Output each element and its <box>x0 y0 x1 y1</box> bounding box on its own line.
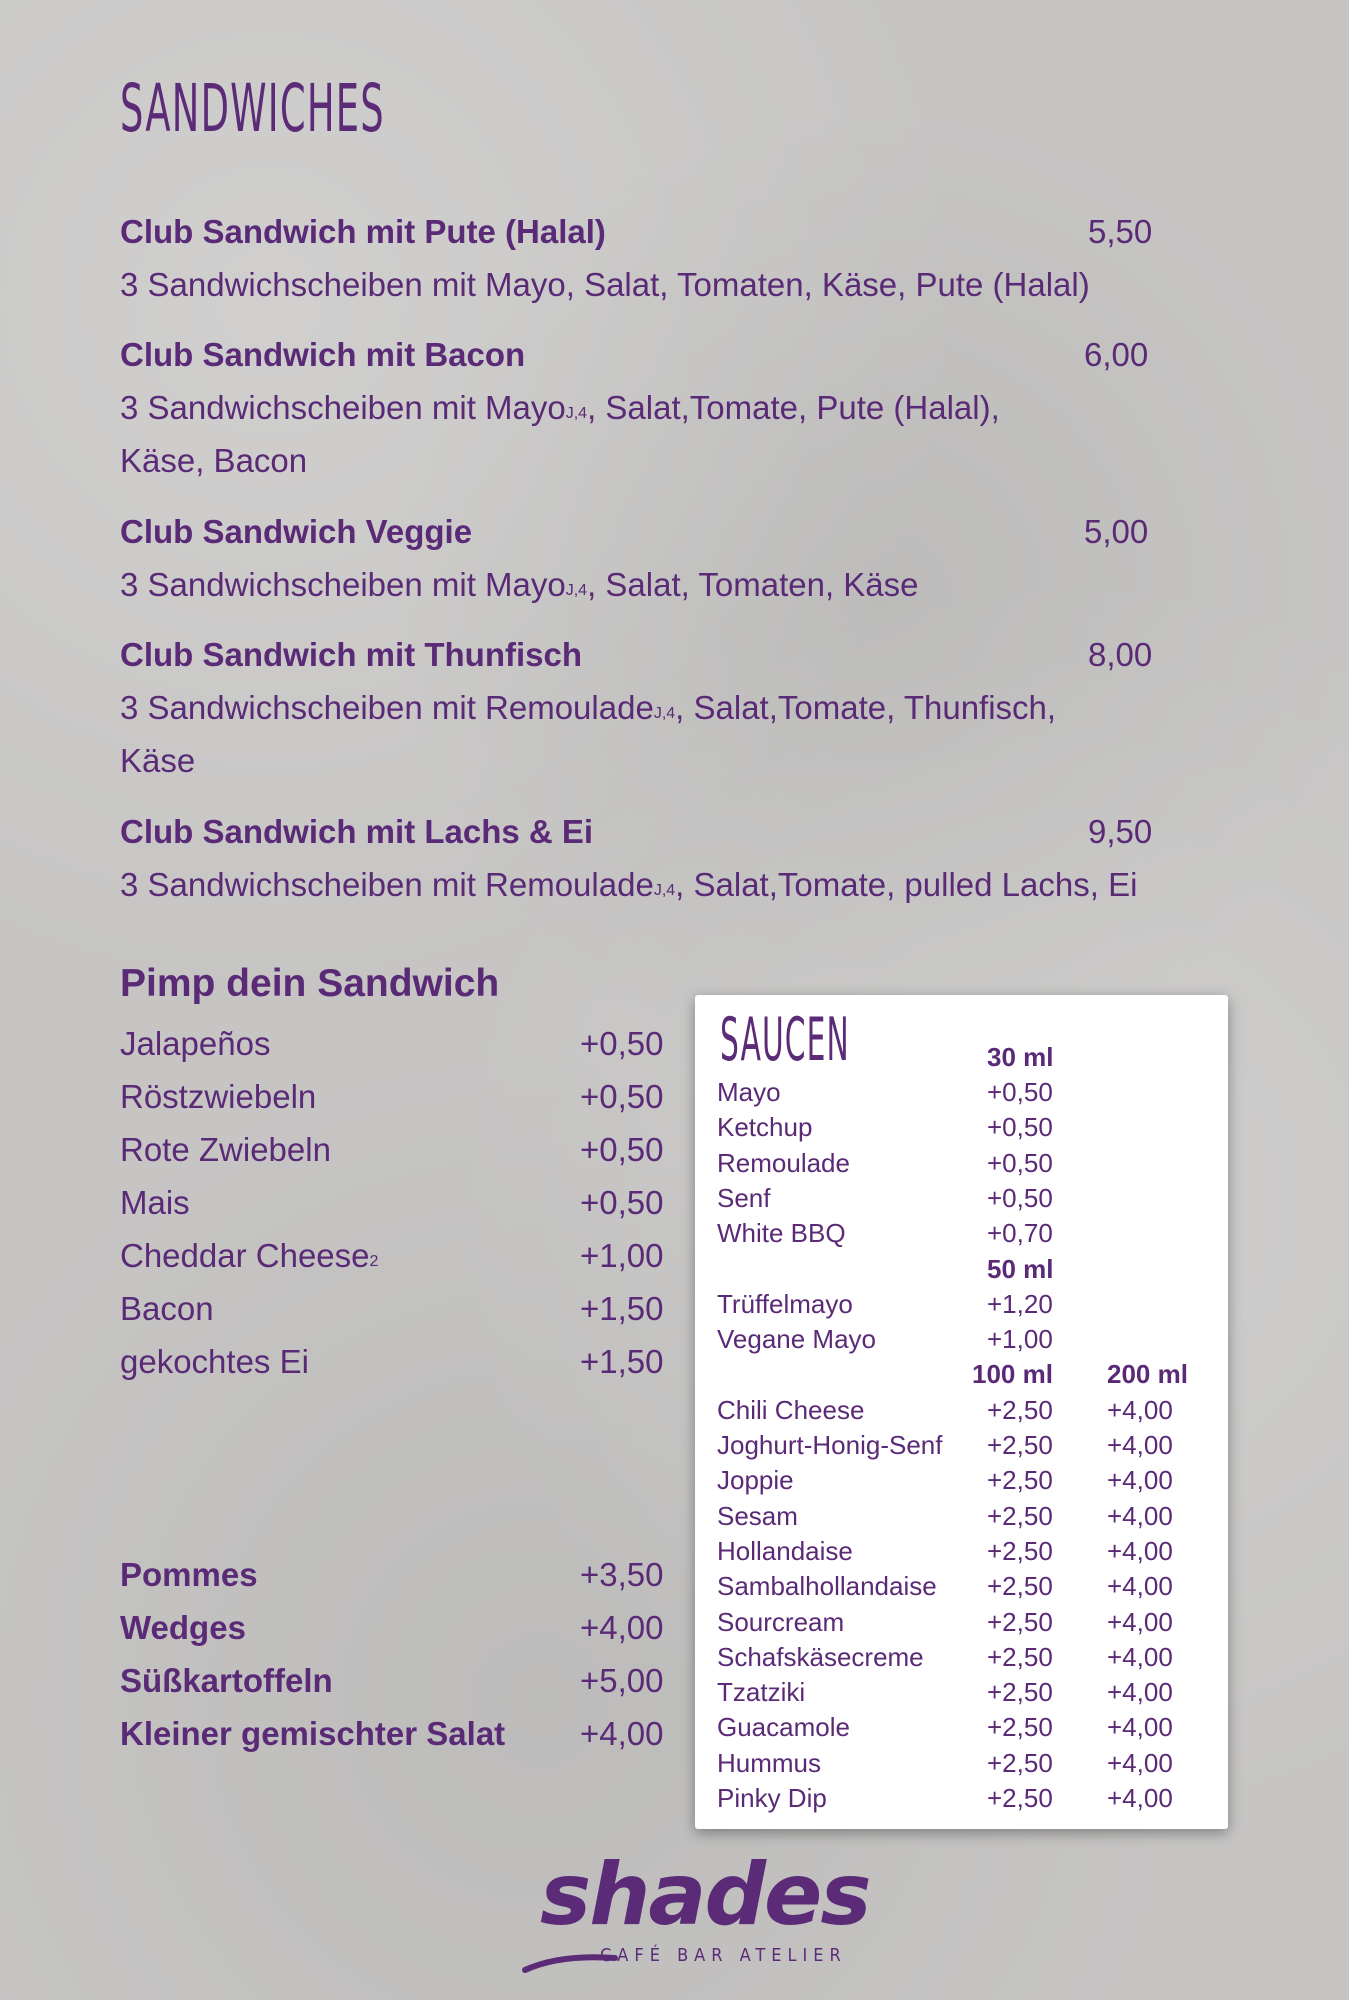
sauce-price: +4,00 <box>1107 1535 1173 1566</box>
list-item <box>717 1393 1217 1428</box>
brand-logo: shades <box>540 1845 870 1945</box>
list-item <box>717 1710 1217 1745</box>
list-item <box>717 1569 1217 1604</box>
list-item <box>120 1176 670 1229</box>
list-item <box>120 1707 680 1760</box>
sauce-name: Hummus <box>717 1747 822 1778</box>
sauce-name: Pinky Dip <box>717 1783 827 1813</box>
item-name: Club Sandwich mit Lachs & Ei <box>120 813 594 850</box>
list-item <box>717 1146 1217 1181</box>
desc-part: , Salat,Tomate, Pute (Halal), <box>587 389 1000 426</box>
list-item <box>717 1605 1217 1640</box>
sauce-price: +2,50 <box>987 1712 1053 1743</box>
sauce-price: +4,00 <box>1107 1712 1173 1743</box>
sauce-price: +4,00 <box>1107 1606 1173 1637</box>
list-item <box>717 1216 1217 1251</box>
item-price: 5,50 <box>1088 213 1153 250</box>
extra-name: Bacon <box>120 1290 214 1327</box>
item-name: Club Sandwich Veggie <box>120 513 473 550</box>
extra-name: gekochtes Ei <box>120 1343 309 1380</box>
item-description <box>120 681 1180 734</box>
extra-price: +0,50 <box>580 1078 664 1115</box>
extra-name: Mais <box>120 1184 190 1221</box>
extras-list <box>120 1017 670 1388</box>
list-item <box>717 1181 1217 1216</box>
menu-item <box>120 505 1180 611</box>
sauce-price: +4,00 <box>1107 1500 1173 1531</box>
sauce-name: Hollandaise <box>717 1535 853 1566</box>
extra-price: +1,00 <box>580 1237 664 1274</box>
sauce-price: +2,50 <box>987 1677 1053 1708</box>
side-price: +3,50 <box>580 1556 664 1593</box>
size-header <box>717 1252 1217 1287</box>
sauce-price: +2,50 <box>987 1465 1053 1496</box>
side-price: +4,00 <box>580 1715 664 1752</box>
brand-tagline: CAFÉ BAR ATELIER <box>600 1945 847 1966</box>
size-label: 50 ml <box>987 1253 1054 1284</box>
item-description <box>120 858 1180 911</box>
list-item <box>120 1601 680 1654</box>
extra-name: Jalapeños <box>120 1025 271 1062</box>
item-name: Club Sandwich mit Thunfisch <box>120 636 582 673</box>
item-price: 9,50 <box>1088 813 1153 850</box>
sauces-card <box>695 995 1228 1829</box>
sauce-name: Joghurt-Honig-Senf <box>717 1430 943 1460</box>
item-name: Club Sandwich mit Bacon <box>120 336 526 373</box>
allergen-note: J,4 <box>653 705 676 722</box>
sauce-name: Remoulade <box>717 1147 850 1178</box>
list-item <box>717 1534 1217 1569</box>
list-item <box>717 1675 1217 1710</box>
sauce-price: +4,00 <box>1107 1430 1173 1460</box>
desc-part: , Salat, Tomaten, Käse <box>587 566 919 603</box>
list-item <box>717 1322 1217 1357</box>
list-item <box>717 1640 1217 1675</box>
side-name: Süßkartoffeln <box>120 1662 333 1699</box>
sauce-price: +2,50 <box>987 1641 1053 1672</box>
list-item <box>717 1781 1217 1816</box>
sauce-name: White BBQ <box>717 1218 846 1249</box>
sauce-price: +4,00 <box>1107 1641 1173 1672</box>
desc-part: 3 Sandwichscheiben mit Mayo <box>120 389 566 426</box>
sauce-price: +2,50 <box>987 1535 1053 1566</box>
allergen-note: J,4 <box>565 582 588 599</box>
side-price: +5,00 <box>580 1662 664 1699</box>
list-item <box>717 1428 1217 1463</box>
list-item <box>717 1499 1217 1534</box>
desc-part: , Salat,Tomate, pulled Lachs, Ei <box>675 866 1138 903</box>
list-item <box>120 1229 670 1282</box>
sauce-name: Schafskäsecreme <box>717 1641 924 1672</box>
list-item <box>120 1070 670 1123</box>
extra-name: Röstzwiebeln <box>120 1078 317 1115</box>
list-item <box>717 1075 1217 1110</box>
sauce-name: Ketchup <box>717 1112 813 1143</box>
item-description: 3 Sandwichscheiben mit Mayo, Salat, Tomaten, Käse, Pute (Halal) <box>120 266 1090 303</box>
sauce-name: Sambalhollandaise <box>717 1571 937 1602</box>
sauce-name: Senf <box>717 1182 771 1213</box>
sauce-price: +0,50 <box>987 1077 1053 1107</box>
sauce-name: Chili Cheese <box>717 1394 865 1425</box>
sauce-name: Trüffelmayo <box>717 1288 853 1319</box>
sauce-price: +1,20 <box>987 1288 1053 1319</box>
sauce-price: +2,50 <box>987 1430 1053 1460</box>
sauce-price: +0,50 <box>987 1182 1053 1213</box>
allergen-note: 2 <box>369 1253 379 1270</box>
menu-item <box>120 628 1180 787</box>
item-description <box>120 381 1180 434</box>
item-price: 6,00 <box>1084 336 1149 373</box>
extra-price: +1,50 <box>580 1343 664 1380</box>
list-item <box>120 1123 670 1176</box>
size-label: 100 ml <box>972 1359 1053 1390</box>
section-heading-pimp: Pimp dein Sandwich <box>120 962 500 1005</box>
side-price: +4,00 <box>580 1609 664 1646</box>
sauce-price: +0,50 <box>987 1112 1053 1143</box>
size-header <box>717 1040 1217 1075</box>
list-item <box>120 1017 670 1070</box>
side-name: Pommes <box>120 1556 258 1593</box>
extra-name: Cheddar Cheese <box>120 1237 370 1274</box>
sauce-name: Sesam <box>717 1500 798 1531</box>
extra-price: +0,50 <box>580 1131 664 1168</box>
list-item <box>120 1548 680 1601</box>
item-price: 8,00 <box>1088 636 1153 673</box>
sauce-price: +2,50 <box>987 1571 1053 1602</box>
sides-list <box>120 1548 680 1760</box>
size-header <box>717 1357 1217 1392</box>
side-name: Wedges <box>120 1609 246 1646</box>
sauce-price: +4,00 <box>1107 1465 1173 1496</box>
item-description <box>120 558 1180 611</box>
allergen-note: J,4 <box>565 405 588 422</box>
desc-part: 3 Sandwichscheiben mit Remoulade <box>120 866 654 903</box>
allergen-note: J,4 <box>653 882 676 899</box>
sauce-price: +2,50 <box>987 1394 1053 1425</box>
desc-part: , Salat,Tomate, Thunfisch, <box>675 689 1057 726</box>
list-item <box>717 1746 1217 1781</box>
desc-part: 3 Sandwichscheiben mit Mayo <box>120 566 566 603</box>
menu-item <box>120 328 1180 487</box>
size-label: 200 ml <box>1107 1359 1188 1390</box>
item-description: Käse <box>120 742 196 779</box>
desc-part: 3 Sandwichscheiben mit Remoulade <box>120 689 654 726</box>
sauce-price: +4,00 <box>1107 1747 1173 1778</box>
menu-item <box>120 205 1180 311</box>
sauces-title: SAUCEN <box>720 1005 850 1075</box>
sauce-price: +2,50 <box>987 1747 1053 1778</box>
size-label: 30 ml <box>987 1042 1054 1072</box>
sauce-price: +2,50 <box>987 1606 1053 1637</box>
extra-price: +0,50 <box>580 1025 664 1062</box>
list-item <box>717 1287 1217 1322</box>
sauce-price: +2,50 <box>987 1783 1053 1813</box>
sauce-price: +0,70 <box>987 1218 1053 1249</box>
sauce-name: Mayo <box>717 1077 781 1107</box>
list-item <box>120 1335 670 1388</box>
page-title: SANDWICHES <box>120 70 385 147</box>
list-item <box>717 1110 1217 1145</box>
sauce-name: Joppie <box>717 1465 794 1496</box>
sauce-price: +1,00 <box>987 1324 1053 1355</box>
extra-price: +1,50 <box>580 1290 664 1327</box>
list-item <box>120 1654 680 1707</box>
item-price: 5,00 <box>1084 513 1149 550</box>
sauce-price: +0,50 <box>987 1147 1053 1178</box>
sauce-name: Guacamole <box>717 1712 850 1743</box>
sauce-name: Tzatziki <box>717 1677 806 1708</box>
item-description: Käse, Bacon <box>120 442 308 479</box>
sauce-price: +4,00 <box>1107 1394 1173 1425</box>
sauce-price: +4,00 <box>1107 1783 1173 1813</box>
extra-name: Rote Zwiebeln <box>120 1131 331 1168</box>
list-item <box>717 1463 1217 1498</box>
extra-price: +0,50 <box>580 1184 664 1221</box>
sauce-price: +4,00 <box>1107 1677 1173 1708</box>
menu-item <box>120 805 1180 911</box>
sauce-name: Vegane Mayo <box>717 1324 877 1355</box>
list-item <box>120 1282 670 1335</box>
sauce-price: +2,50 <box>987 1500 1053 1531</box>
item-name: Club Sandwich mit Pute (Halal) <box>120 213 606 250</box>
side-name: Kleiner gemischter Salat <box>120 1715 506 1752</box>
sauce-price: +4,00 <box>1107 1571 1173 1602</box>
sauce-name: Sourcream <box>717 1606 845 1637</box>
